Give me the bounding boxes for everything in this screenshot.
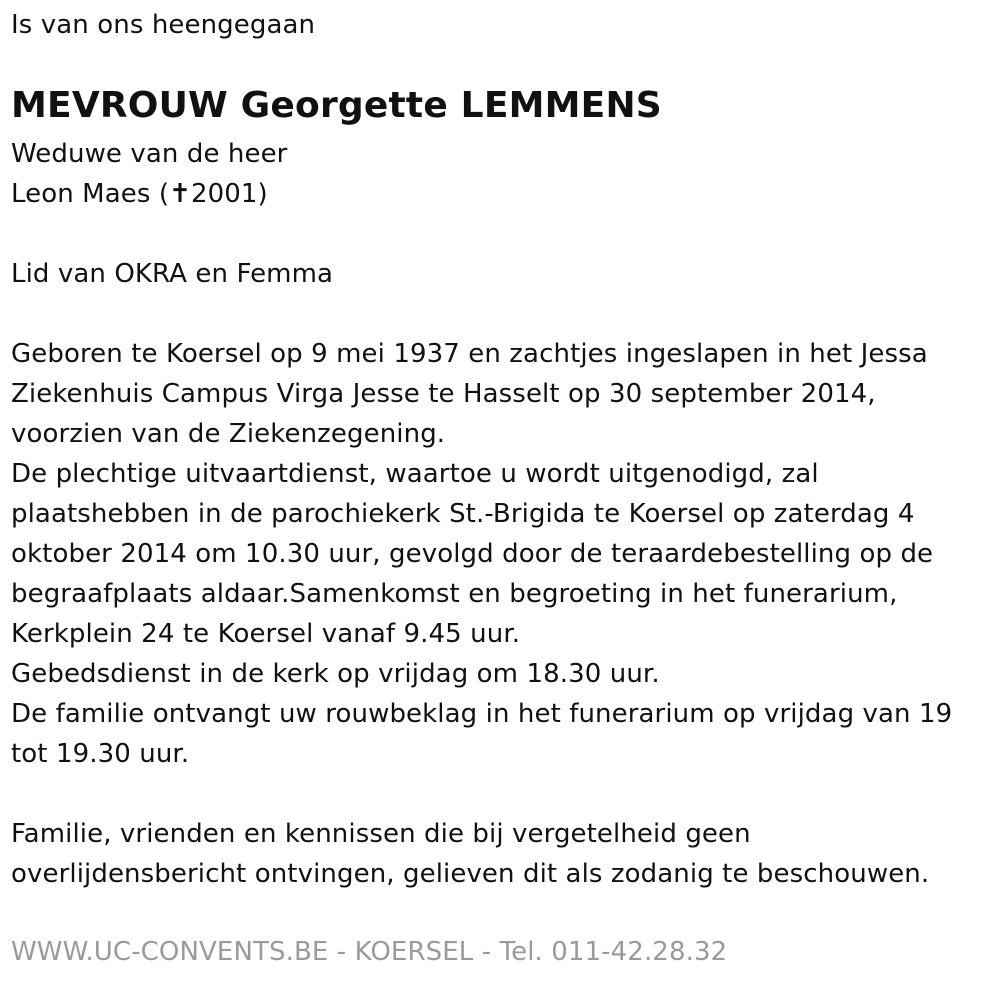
- details-paragraph: [11, 334, 952, 774]
- spouse-block: [11, 134, 287, 214]
- closing-paragraph: [11, 814, 929, 894]
- details-line: plaatshebben in de parochiekerk St.-Brigida te Koersel op zaterdag 4: [11, 499, 915, 529]
- membership-block: [11, 254, 333, 294]
- details-line: De familie ontvangt uw rouwbeklag in het funerarium op vrijdag van 19: [11, 699, 953, 729]
- details-line: tot 19.30 uur.: [11, 739, 190, 769]
- spouse-line: Leon Maes (✝2001): [11, 179, 268, 209]
- details-line: Kerkplein 24 te Koersel vanaf 9.45 uur.: [11, 619, 521, 649]
- details-line: Gebedsdienst in de kerk op vrijdag om 18.30 uur.: [11, 659, 660, 689]
- intro-line: Is van ons heengegaan: [11, 10, 316, 40]
- details-line: Geboren te Koersel op 9 mei 1937 en zachtjes ingeslapen in het Jessa: [11, 339, 928, 369]
- closing-line: overlijdensbericht ontvingen, gelieven dit als zodanig te beschouwen.: [11, 859, 930, 889]
- closing-line: Familie, vrienden en kennissen die bij vergetelheid geen: [11, 819, 751, 849]
- details-line: Ziekenhuis Campus Virga Jesse te Hasselt op 30 september 2014,: [11, 379, 876, 409]
- footer-contact: WWW.UC-CONVENTS.BE - KOERSEL - Tel. 011-42.28.32: [11, 937, 728, 967]
- details-line: begraafplaats aldaar.Samenkomst en begroeting in het funerarium,: [11, 579, 898, 609]
- details-line: oktober 2014 om 10.30 uur, gevolgd door de teraardebestelling op de: [11, 539, 934, 569]
- membership-line: Lid van OKRA en Femma: [11, 259, 334, 289]
- details-line: voorzien van de Ziekenzegening.: [11, 419, 446, 449]
- spouse-line: Weduwe van de heer: [11, 139, 288, 169]
- details-line: De plechtige uitvaartdienst, waartoe u wordt uitgenodigd, zal: [11, 459, 819, 489]
- deceased-name: MEVROUW Georgette LEMMENS: [11, 85, 662, 126]
